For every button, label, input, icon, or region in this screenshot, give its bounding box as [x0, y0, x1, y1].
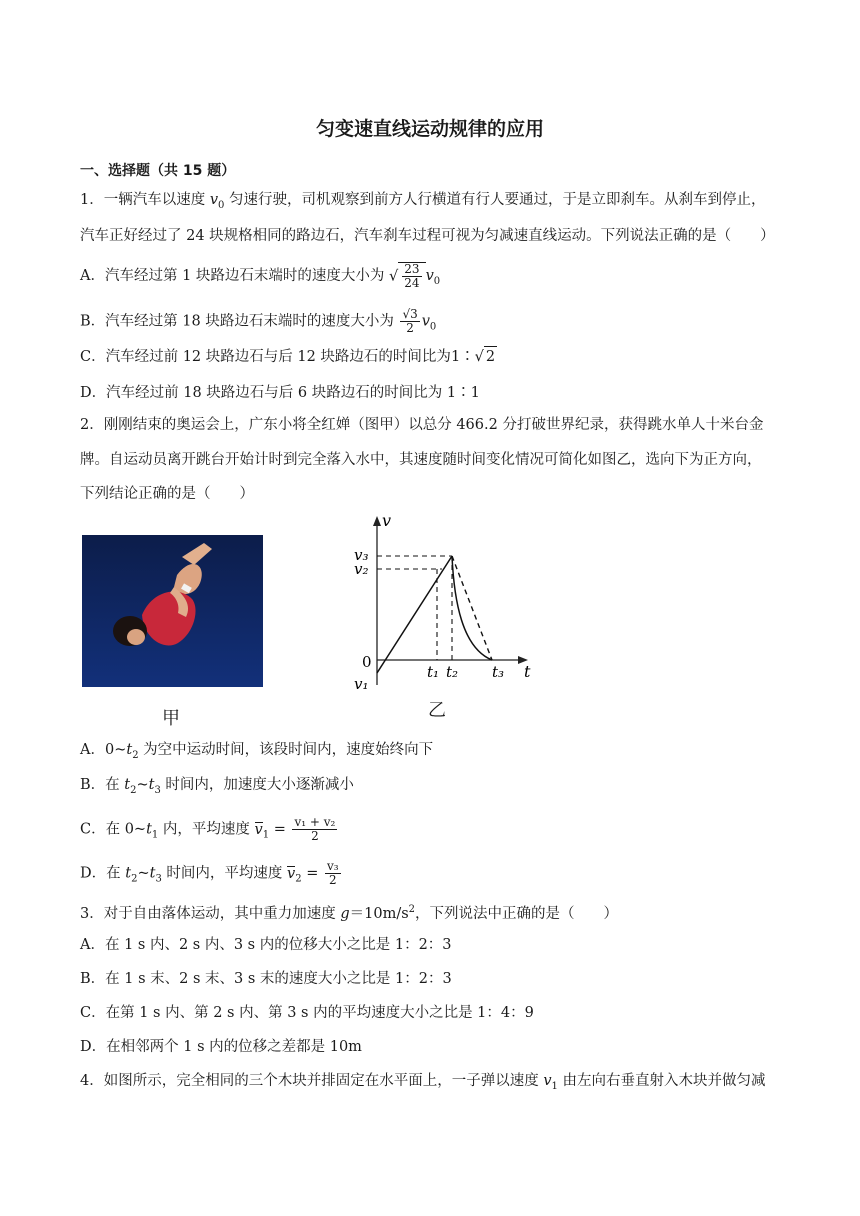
- q1-stem-line1: 1．一辆汽车以速度 $v_0$ 匀速行驶，司机观察到前方人行横道有行人要通过，于是立即刹车。从刹车到停止，: [80, 192, 766, 211]
- label-t1: t₁: [427, 663, 440, 681]
- page-title: 匀变速直线运动规律的应用: [315, 118, 544, 140]
- q2-stem-line1: 2．刚刚结束的奥运会上，广东小将全红婵（图甲）以总分 466.2 分打破世界纪录，获得跳水单人十米台金: [80, 417, 764, 433]
- figure-b-caption: 乙: [428, 700, 446, 721]
- q1-option-c: C．汽车经过前 12 块路边石与后 12 块路边石的时间比为1∶√ 2: [80, 346, 497, 367]
- q3-option-d: D．在相邻两个 1 s 内的位移之差都是 10m: [80, 1039, 362, 1055]
- label-v2: v₂: [354, 560, 369, 578]
- axis-label-v: v: [382, 511, 392, 530]
- q1-option-a: A．汽车经过第 1 块路边石末端时的速度大小为 √ $\frac{23}{24}$ $v_0$: [80, 262, 441, 290]
- label-origin: 0: [362, 653, 372, 671]
- label-t2: t₂: [446, 663, 459, 681]
- q2-stem-line3: 下列结论正确的是（ ）: [80, 486, 254, 502]
- label-v3: v₃: [354, 546, 369, 564]
- q2-option-d: D．在 $t_2\sim t_3$ 时间内，平均速度 $v_2$ = $\frac{\text{v₃}}{2}$: [80, 859, 339, 887]
- q2-stem-line2: 牌。自运动员离开跳台开始计时到完全落入水中，其速度随时间变化情况可简化如图乙，选向下为正方向，: [80, 452, 762, 468]
- q4-stem: 4．如图所示，完全相同的三个木块并排固定在水平面上，一子弹以速度 $v_1$ 由左向右垂直射入木块并做匀减: [80, 1073, 766, 1092]
- q3-option-a: A．在 1 s 内、2 s 内、3 s 内的位移大小之比是 1：2：3: [80, 937, 452, 953]
- q1-stem-line2: 汽车正好经过了 24 块规格相同的路边石，汽车刹车过程可视为匀减速直线运动。下列说法正确的是（ ）: [80, 228, 775, 244]
- q3-stem: 3．对于自由落体运动，其中重力加速度 $g=10m/s^2$，下列说法中正确的是（ ）: [80, 904, 619, 922]
- section-heading: 一、选择题（共 15 题）: [80, 163, 236, 179]
- axis-label-t: t: [524, 662, 531, 681]
- label-t3: t₃: [492, 663, 505, 681]
- velocity-time-graph: [340, 510, 540, 690]
- label-v1: v₁: [354, 675, 369, 690]
- diver-photo: [82, 535, 263, 687]
- q2-option-c: C．在 $0\sim t_1$ 内，平均速度 $v_1$ = $\frac{\text{v₁ + v₂}}{2}$: [80, 815, 336, 843]
- q3-option-b: B．在 1 s 末、2 s 末、3 s 末的速度大小之比是 1：2：3: [80, 971, 452, 987]
- q2-option-a: A．$0\sim t_2$ 为空中运动时间，该段时间内，速度始终向下: [80, 742, 434, 761]
- q3-option-c: C．在第 1 s 内、第 2 s 内、第 3 s 内的平均速度大小之比是 1：4：9: [80, 1005, 534, 1021]
- q2-option-b: B．在 $t_2\sim t_3$ 时间内，加速度大小逐渐减小: [80, 777, 354, 796]
- sqrt-symbol: √ $\frac{23}{24}$: [389, 262, 426, 290]
- figure-a-caption: 甲: [162, 708, 180, 729]
- q1-option-b: B．汽车经过第 18 块路边石末端时的速度大小为 $\frac{√3}{2}$ $v_0$: [80, 307, 437, 335]
- q1-option-d: D．汽车经过前 18 块路边石与后 6 块路边石的时间比为 1∶1: [80, 385, 480, 401]
